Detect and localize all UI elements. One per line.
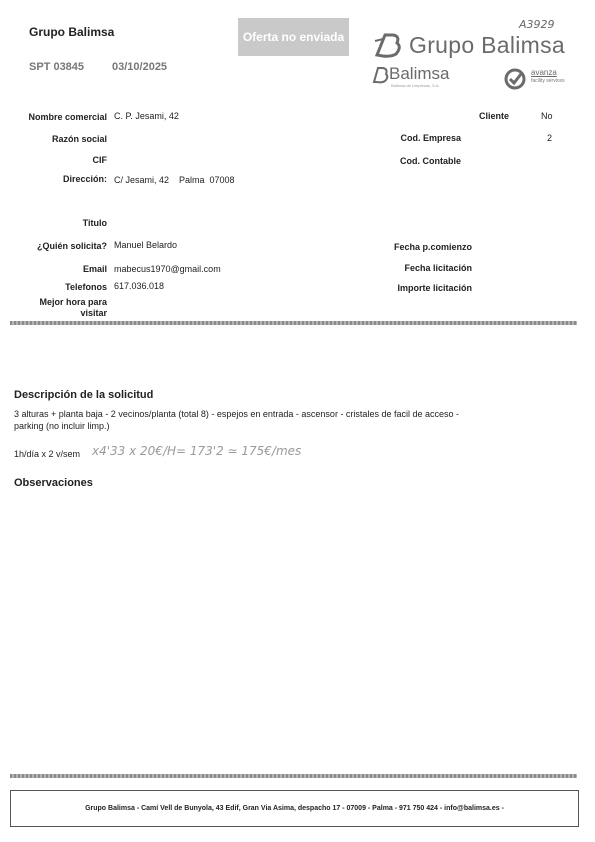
quien-solicita-value: Manuel Belardo: [114, 240, 178, 250]
email-value: mabecus1970@gmail.com: [114, 264, 221, 274]
cif-label: CIF: [92, 155, 107, 165]
balimsa-b-icon: [373, 31, 403, 59]
status-badge: [238, 18, 349, 56]
footer-text: Grupo Balimsa - Camí Vell de Bunyola, 43 Edif, Gran Via Asima, despacho 17 - 07009 - Palma - 971 750 424 - info@balimsa.es -: [85, 805, 504, 812]
email-label: Email: [82, 264, 107, 274]
razon-social-label: Razón social: [51, 134, 107, 144]
grupo-balimsa-logo: [373, 30, 573, 60]
section-divider-top: [10, 321, 577, 325]
nombre-comercial-label: Nombre comercial: [28, 112, 107, 122]
avanza-text: avanza: [531, 68, 557, 77]
quien-solicita-label: ¿Quién solicita?: [36, 241, 107, 251]
mejor-hora-label-line2: visitar: [80, 308, 107, 318]
handwritten-code: A3929: [519, 18, 555, 31]
descripcion-title: Descripción de la solicitud: [14, 389, 154, 401]
observaciones-title: Observaciones: [14, 477, 93, 489]
telefonos-label: Telefonos: [65, 282, 107, 292]
status-text: Oferta no enviada: [242, 30, 345, 44]
titulo-label: Titulo: [82, 218, 107, 228]
descripcion-line3: 1h/día x 2 v/sem: [14, 449, 81, 459]
balimsa-logo-subtext: Balimsa de Limpiezas, S.A.: [391, 83, 440, 88]
logo-text: Grupo Balimsa: [409, 31, 566, 58]
avanza-subtext: facility services: [531, 78, 565, 84]
section-divider-bottom: [10, 774, 577, 778]
document-date: 03/10/2025: [112, 61, 168, 73]
cod-contable-label: Cod. Contable: [400, 156, 461, 166]
avanza-check-icon: [504, 68, 526, 90]
balimsa-logo: [371, 64, 466, 90]
footer: [10, 790, 579, 827]
avanza-logo: [504, 68, 574, 90]
fecha-comienzo-label: Fecha p.comienzo: [393, 242, 472, 252]
handwritten-calculation: x4'33 x 20€/H= 173'2 ≃ 175€/mes: [92, 444, 302, 458]
fecha-licitacion-label: Fecha licitación: [404, 263, 472, 273]
reference-number: SPT 03845: [29, 61, 85, 73]
importe-licitacion-label: Importe licitación: [397, 283, 472, 293]
cliente-value: No: [541, 111, 553, 121]
mejor-hora-label-line1: Mejor hora para: [39, 297, 107, 307]
descripcion-line1: 3 alturas + planta baja - 2 vecinos/planta (total 8) - espejos en entrada - ascensor - cristales de facil de acceso -: [14, 409, 459, 419]
balimsa-small-b-icon: [371, 66, 389, 84]
cod-empresa-value: 2: [547, 133, 553, 143]
cliente-label: Cliente: [478, 111, 509, 121]
cod-empresa-label: Cod. Empresa: [400, 133, 461, 143]
company-name: Grupo Balimsa: [29, 25, 115, 39]
descripcion-line2: parking (no incluir limp.): [14, 421, 110, 431]
direccion-label: Dirección:: [62, 174, 107, 184]
balimsa-logo-text: Balimsa: [389, 64, 450, 83]
telefonos-value: 617.036.018: [114, 281, 165, 291]
direccion-value: C/ Jesami, 42 Palma 07008: [114, 175, 235, 185]
nombre-comercial-value: C. P. Jesami, 42: [114, 111, 179, 121]
